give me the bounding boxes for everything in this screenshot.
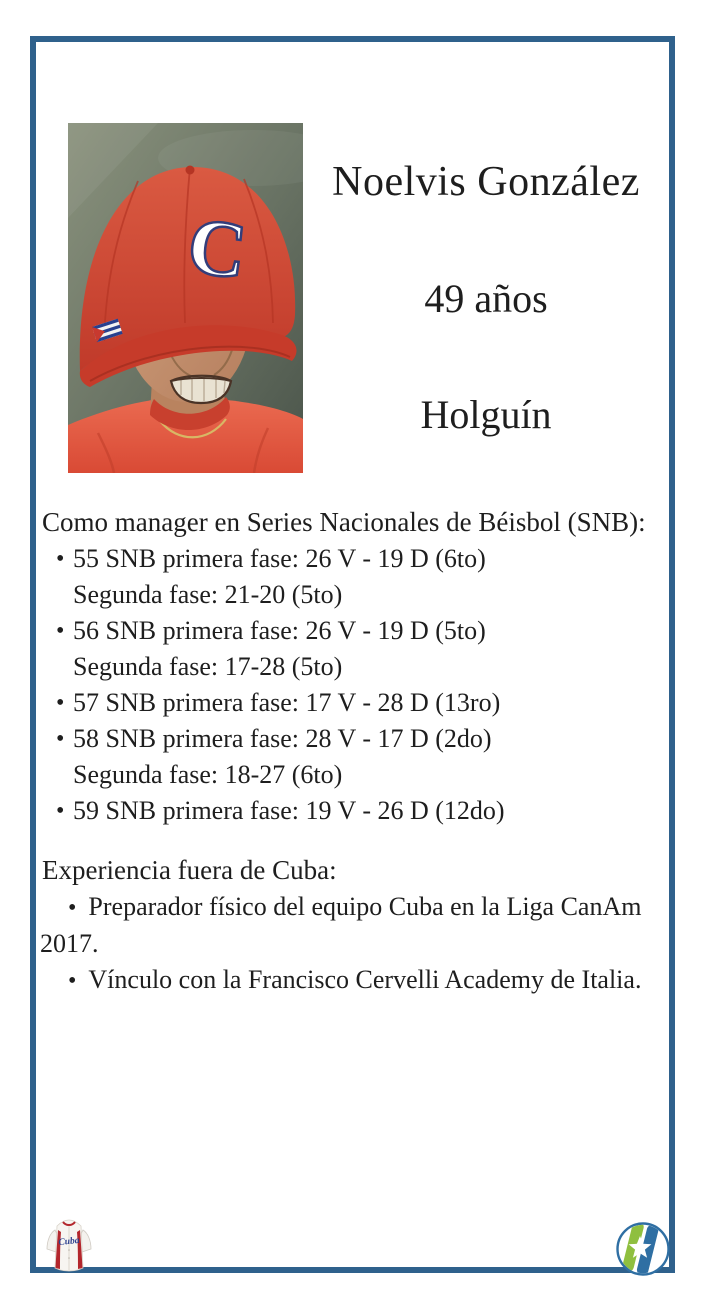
bio-content xyxy=(40,503,670,999)
snb-item-text: 57 SNB primera fase: 17 V - 28 D (13ro) xyxy=(73,688,501,717)
star-stripes-logo-icon xyxy=(615,1221,671,1277)
snb-item-subtext: Segunda fase: 17-28 (5to) xyxy=(73,652,343,681)
snb-item-subtext: Segunda fase: 21-20 (5to) xyxy=(73,580,343,609)
list-item xyxy=(40,889,670,962)
bullet-icon: • xyxy=(56,726,65,752)
manager-age: 49 años xyxy=(424,276,548,322)
snb-item-text: 58 SNB primera fase: 28 V - 17 D (2do) xyxy=(73,724,492,753)
snb-item-text: 55 SNB primera fase: 26 V - 19 D (6to) xyxy=(73,544,486,573)
experience-item-text: Vínculo con la Francisco Cervelli Academy de Italia. xyxy=(88,965,642,994)
bullet-icon: • xyxy=(68,895,77,921)
experience-section-heading: Experiencia fuera de Cuba: xyxy=(42,855,337,885)
cuba-jersey-icon xyxy=(45,1216,93,1272)
bullet-icon: • xyxy=(56,690,65,716)
bullet-icon: • xyxy=(56,618,65,644)
list-item xyxy=(40,793,670,829)
manager-photo xyxy=(68,123,303,473)
list-item xyxy=(40,721,670,793)
bullet-icon: • xyxy=(68,968,77,994)
title-block xyxy=(303,123,669,473)
snb-section-heading: Como manager en Series Nacionales de Béisbol (SNB): xyxy=(42,507,646,537)
list-item xyxy=(40,541,670,613)
list-item xyxy=(40,613,670,685)
snb-item-text: 56 SNB primera fase: 26 V - 19 D (5to) xyxy=(73,616,486,645)
portrait-illustration xyxy=(68,123,303,473)
snb-item-subtext: Segunda fase: 18-27 (6to) xyxy=(73,760,343,789)
bullet-icon: • xyxy=(56,798,65,824)
experience-list xyxy=(40,889,670,999)
snb-item-text: 59 SNB primera fase: 19 V - 26 D (12do) xyxy=(73,796,505,825)
manager-city: Holguín xyxy=(420,392,552,438)
list-item xyxy=(40,962,670,999)
list-item xyxy=(40,685,670,721)
jersey-script: Cuba xyxy=(57,1235,81,1249)
cap-letter-c: C xyxy=(183,201,252,297)
experience-item-text: Preparador físico del equipo Cuba en la Liga CanAm 2017. xyxy=(40,892,642,958)
bullet-icon: • xyxy=(56,546,65,572)
snb-list xyxy=(40,541,670,829)
manager-name: Noelvis González xyxy=(332,158,640,205)
